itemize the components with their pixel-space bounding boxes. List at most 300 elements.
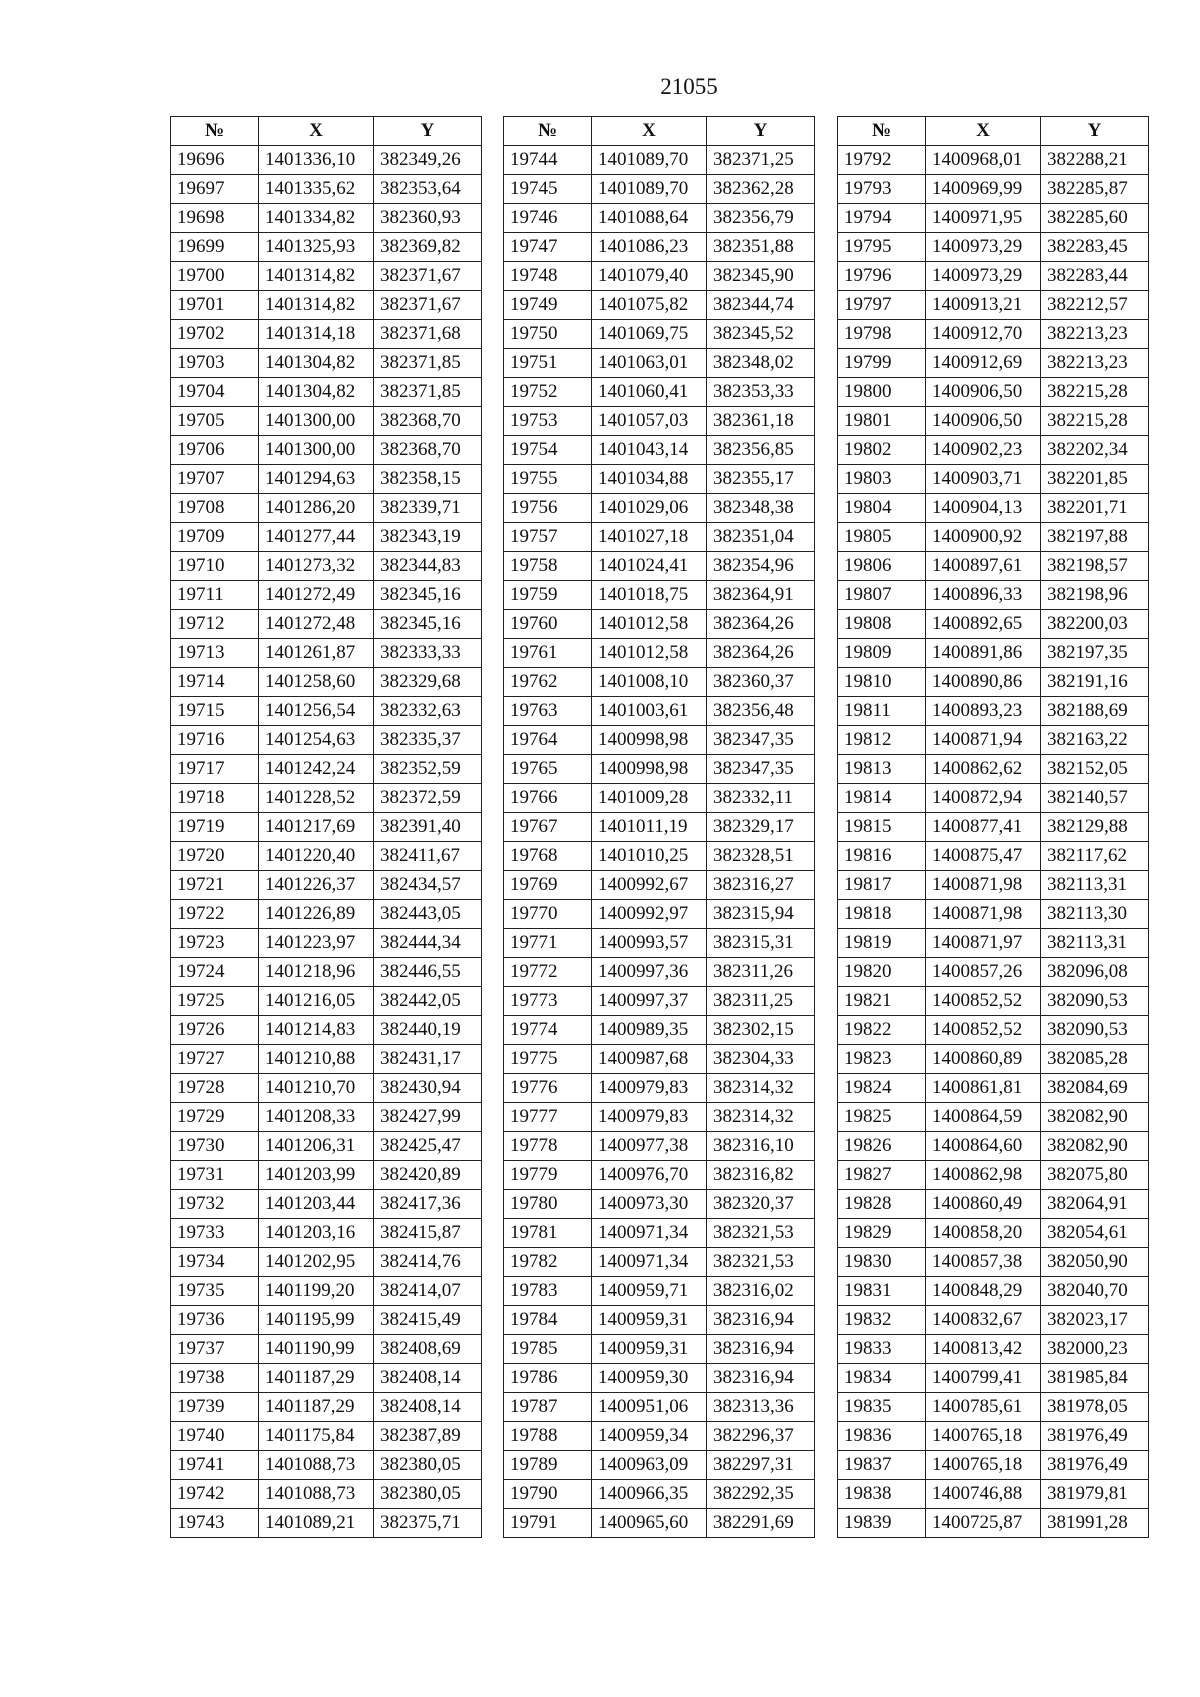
x-coordinate-cell: 1400832,67 <box>926 1306 1041 1335</box>
point-number-cell: 19799 <box>838 349 926 378</box>
x-coordinate-cell: 1401190,99 <box>259 1335 374 1364</box>
table-row <box>838 175 1149 204</box>
x-coordinate-cell: 1400785,61 <box>926 1393 1041 1422</box>
y-coordinate-cell: 382197,35 <box>1041 639 1149 668</box>
point-number-cell: 19739 <box>171 1393 259 1422</box>
point-number-cell: 19701 <box>171 291 259 320</box>
table-row <box>504 1161 815 1190</box>
point-number-cell: 19772 <box>504 958 592 987</box>
point-number-cell: 19760 <box>504 610 592 639</box>
y-coordinate-cell: 382090,53 <box>1041 1016 1149 1045</box>
coordinates-table-3 <box>837 116 1149 1538</box>
table-row <box>171 262 482 291</box>
point-number-cell: 19800 <box>838 378 926 407</box>
point-number-cell: 19828 <box>838 1190 926 1219</box>
x-coordinate-cell: 1400765,18 <box>926 1451 1041 1480</box>
table-row <box>171 378 482 407</box>
y-coordinate-cell: 382152,05 <box>1041 755 1149 784</box>
point-number-cell: 19777 <box>504 1103 592 1132</box>
table-row <box>171 784 482 813</box>
y-coordinate-cell: 382444,34 <box>374 929 482 958</box>
y-coordinate-cell: 382082,90 <box>1041 1103 1149 1132</box>
y-coordinate-cell: 382360,37 <box>707 668 815 697</box>
header-y: Y <box>707 117 815 146</box>
y-coordinate-cell: 382213,23 <box>1041 349 1149 378</box>
y-coordinate-cell: 382348,38 <box>707 494 815 523</box>
table-row <box>171 697 482 726</box>
y-coordinate-cell: 382345,16 <box>374 610 482 639</box>
x-coordinate-cell: 1400959,30 <box>592 1364 707 1393</box>
point-number-cell: 19782 <box>504 1248 592 1277</box>
point-number-cell: 19825 <box>838 1103 926 1132</box>
table-row <box>171 1306 482 1335</box>
y-coordinate-cell: 382369,82 <box>374 233 482 262</box>
y-coordinate-cell: 382197,88 <box>1041 523 1149 552</box>
table-row <box>171 204 482 233</box>
y-coordinate-cell: 382321,53 <box>707 1248 815 1277</box>
table-row <box>504 552 815 581</box>
point-number-cell: 19796 <box>838 262 926 291</box>
point-number-cell: 19725 <box>171 987 259 1016</box>
table-row <box>838 1393 1149 1422</box>
table-row <box>171 320 482 349</box>
y-coordinate-cell: 382375,71 <box>374 1509 482 1538</box>
point-number-cell: 19745 <box>504 175 592 204</box>
y-coordinate-cell: 381979,81 <box>1041 1480 1149 1509</box>
point-number-cell: 19823 <box>838 1045 926 1074</box>
table-row <box>171 1335 482 1364</box>
point-number-cell: 19792 <box>838 146 926 175</box>
y-coordinate-cell: 382215,28 <box>1041 407 1149 436</box>
x-coordinate-cell: 1400977,38 <box>592 1132 707 1161</box>
point-number-cell: 19732 <box>171 1190 259 1219</box>
table-row <box>171 1422 482 1451</box>
x-coordinate-cell: 1400897,61 <box>926 552 1041 581</box>
point-number-cell: 19703 <box>171 349 259 378</box>
y-coordinate-cell: 382085,28 <box>1041 1045 1149 1074</box>
y-coordinate-cell: 382302,15 <box>707 1016 815 1045</box>
point-number-cell: 19789 <box>504 1451 592 1480</box>
x-coordinate-cell: 1401012,58 <box>592 610 707 639</box>
y-coordinate-cell: 382202,34 <box>1041 436 1149 465</box>
x-coordinate-cell: 1400993,57 <box>592 929 707 958</box>
y-coordinate-cell: 382292,35 <box>707 1480 815 1509</box>
y-coordinate-cell: 382348,02 <box>707 349 815 378</box>
point-number-cell: 19830 <box>838 1248 926 1277</box>
y-coordinate-cell: 382285,60 <box>1041 204 1149 233</box>
x-coordinate-cell: 1400858,20 <box>926 1219 1041 1248</box>
table-row <box>838 813 1149 842</box>
table-row <box>838 697 1149 726</box>
table-row <box>838 494 1149 523</box>
x-coordinate-cell: 1400891,86 <box>926 639 1041 668</box>
y-coordinate-cell: 381991,28 <box>1041 1509 1149 1538</box>
point-number-cell: 19719 <box>171 813 259 842</box>
y-coordinate-cell: 382050,90 <box>1041 1248 1149 1277</box>
table-row <box>504 407 815 436</box>
table-row <box>504 465 815 494</box>
y-coordinate-cell: 382349,26 <box>374 146 482 175</box>
table-row <box>171 1190 482 1219</box>
table-row <box>504 581 815 610</box>
y-coordinate-cell: 382344,83 <box>374 552 482 581</box>
y-coordinate-cell: 382113,30 <box>1041 900 1149 929</box>
y-coordinate-cell: 382427,99 <box>374 1103 482 1132</box>
x-coordinate-cell: 1400963,09 <box>592 1451 707 1480</box>
table-row <box>838 262 1149 291</box>
x-coordinate-cell: 1401175,84 <box>259 1422 374 1451</box>
y-coordinate-cell: 382313,36 <box>707 1393 815 1422</box>
point-number-cell: 19726 <box>171 1016 259 1045</box>
y-coordinate-cell: 382329,68 <box>374 668 482 697</box>
y-coordinate-cell: 382316,94 <box>707 1306 815 1335</box>
table-row <box>171 465 482 494</box>
x-coordinate-cell: 1400896,33 <box>926 581 1041 610</box>
table-row <box>838 204 1149 233</box>
table-row <box>504 1132 815 1161</box>
y-coordinate-cell: 382075,80 <box>1041 1161 1149 1190</box>
y-coordinate-cell: 382082,90 <box>1041 1132 1149 1161</box>
point-number-cell: 19838 <box>838 1480 926 1509</box>
x-coordinate-cell: 1401216,05 <box>259 987 374 1016</box>
table-row <box>504 523 815 552</box>
point-number-cell: 19795 <box>838 233 926 262</box>
x-coordinate-cell: 1401187,29 <box>259 1393 374 1422</box>
x-coordinate-cell: 1400959,71 <box>592 1277 707 1306</box>
table-row <box>171 958 482 987</box>
point-number-cell: 19831 <box>838 1277 926 1306</box>
x-coordinate-cell: 1400965,60 <box>592 1509 707 1538</box>
table-row <box>838 1219 1149 1248</box>
point-number-cell: 19776 <box>504 1074 592 1103</box>
point-number-cell: 19704 <box>171 378 259 407</box>
table-row <box>838 1161 1149 1190</box>
y-coordinate-cell: 382215,28 <box>1041 378 1149 407</box>
point-number-cell: 19775 <box>504 1045 592 1074</box>
point-number-cell: 19791 <box>504 1509 592 1538</box>
table-row <box>171 1451 482 1480</box>
table-row <box>838 581 1149 610</box>
x-coordinate-cell: 1401254,63 <box>259 726 374 755</box>
point-number-cell: 19727 <box>171 1045 259 1074</box>
page-number: 21055 <box>660 74 718 99</box>
point-number-cell: 19767 <box>504 813 592 842</box>
y-coordinate-cell: 382353,33 <box>707 378 815 407</box>
table-header-row <box>504 117 815 146</box>
y-coordinate-cell: 382353,64 <box>374 175 482 204</box>
table-row <box>838 523 1149 552</box>
point-number-cell: 19696 <box>171 146 259 175</box>
x-coordinate-cell: 1400904,13 <box>926 494 1041 523</box>
table-row <box>171 1016 482 1045</box>
table-row <box>171 581 482 610</box>
y-coordinate-cell: 382212,57 <box>1041 291 1149 320</box>
x-coordinate-cell: 1401187,29 <box>259 1364 374 1393</box>
table-row <box>171 1393 482 1422</box>
y-coordinate-cell: 382354,96 <box>707 552 815 581</box>
point-number-cell: 19783 <box>504 1277 592 1306</box>
y-coordinate-cell: 382417,36 <box>374 1190 482 1219</box>
x-coordinate-cell: 1400992,97 <box>592 900 707 929</box>
table-row <box>504 639 815 668</box>
x-coordinate-cell: 1401228,52 <box>259 784 374 813</box>
point-number-cell: 19805 <box>838 523 926 552</box>
y-coordinate-cell: 382440,19 <box>374 1016 482 1045</box>
x-coordinate-cell: 1400852,52 <box>926 1016 1041 1045</box>
point-number-cell: 19807 <box>838 581 926 610</box>
table-row <box>171 1248 482 1277</box>
x-coordinate-cell: 1400903,71 <box>926 465 1041 494</box>
point-number-cell: 19809 <box>838 639 926 668</box>
x-coordinate-cell: 1400913,21 <box>926 291 1041 320</box>
header-x: X <box>592 117 707 146</box>
y-coordinate-cell: 382368,70 <box>374 436 482 465</box>
y-coordinate-cell: 382283,44 <box>1041 262 1149 291</box>
x-coordinate-cell: 1401202,95 <box>259 1248 374 1277</box>
point-number-cell: 19833 <box>838 1335 926 1364</box>
x-coordinate-cell: 1400959,31 <box>592 1306 707 1335</box>
header-number: № <box>171 117 259 146</box>
point-number-cell: 19758 <box>504 552 592 581</box>
table-row <box>838 1016 1149 1045</box>
table-row <box>504 842 815 871</box>
x-coordinate-cell: 1400862,98 <box>926 1161 1041 1190</box>
x-coordinate-cell: 1400900,92 <box>926 523 1041 552</box>
point-number-cell: 19793 <box>838 175 926 204</box>
y-coordinate-cell: 382446,55 <box>374 958 482 987</box>
y-coordinate-cell: 382371,85 <box>374 349 482 378</box>
y-coordinate-cell: 381985,84 <box>1041 1364 1149 1393</box>
point-number-cell: 19766 <box>504 784 592 813</box>
table-row <box>171 929 482 958</box>
y-coordinate-cell: 382316,94 <box>707 1335 815 1364</box>
table-row <box>504 1509 815 1538</box>
table-row <box>171 1277 482 1306</box>
y-coordinate-cell: 382332,11 <box>707 784 815 813</box>
y-coordinate-cell: 382297,31 <box>707 1451 815 1480</box>
x-coordinate-cell: 1401208,33 <box>259 1103 374 1132</box>
x-coordinate-cell: 1400969,99 <box>926 175 1041 204</box>
table-row <box>171 233 482 262</box>
table-row <box>171 1103 482 1132</box>
point-number-cell: 19757 <box>504 523 592 552</box>
point-number-cell: 19697 <box>171 175 259 204</box>
y-coordinate-cell: 382315,31 <box>707 929 815 958</box>
x-coordinate-cell: 1400861,81 <box>926 1074 1041 1103</box>
y-coordinate-cell: 382332,63 <box>374 697 482 726</box>
x-coordinate-cell: 1400912,70 <box>926 320 1041 349</box>
point-number-cell: 19815 <box>838 813 926 842</box>
y-coordinate-cell: 382408,14 <box>374 1393 482 1422</box>
x-coordinate-cell: 1401195,99 <box>259 1306 374 1335</box>
table-row <box>504 1364 815 1393</box>
y-coordinate-cell: 382040,70 <box>1041 1277 1149 1306</box>
x-coordinate-cell: 1401018,75 <box>592 581 707 610</box>
point-number-cell: 19728 <box>171 1074 259 1103</box>
y-coordinate-cell: 382054,61 <box>1041 1219 1149 1248</box>
x-coordinate-cell: 1401273,32 <box>259 552 374 581</box>
y-coordinate-cell: 382163,22 <box>1041 726 1149 755</box>
point-number-cell: 19778 <box>504 1132 592 1161</box>
point-number-cell: 19733 <box>171 1219 259 1248</box>
x-coordinate-cell: 1401003,61 <box>592 697 707 726</box>
point-number-cell: 19743 <box>171 1509 259 1538</box>
x-coordinate-cell: 1401218,96 <box>259 958 374 987</box>
point-number-cell: 19780 <box>504 1190 592 1219</box>
x-coordinate-cell: 1400912,69 <box>926 349 1041 378</box>
table-row <box>838 1074 1149 1103</box>
table-row <box>838 755 1149 784</box>
point-number-cell: 19803 <box>838 465 926 494</box>
x-coordinate-cell: 1401029,06 <box>592 494 707 523</box>
point-number-cell: 19738 <box>171 1364 259 1393</box>
point-number-cell: 19742 <box>171 1480 259 1509</box>
y-coordinate-cell: 382335,37 <box>374 726 482 755</box>
x-coordinate-cell: 1400871,98 <box>926 871 1041 900</box>
table-row <box>838 349 1149 378</box>
point-number-cell: 19718 <box>171 784 259 813</box>
y-coordinate-cell: 382343,19 <box>374 523 482 552</box>
x-coordinate-cell: 1400864,59 <box>926 1103 1041 1132</box>
table-row <box>838 320 1149 349</box>
x-coordinate-cell: 1401009,28 <box>592 784 707 813</box>
y-coordinate-cell: 382316,10 <box>707 1132 815 1161</box>
table-row <box>504 1190 815 1219</box>
point-number-cell: 19771 <box>504 929 592 958</box>
x-coordinate-cell: 1400979,83 <box>592 1074 707 1103</box>
point-number-cell: 19756 <box>504 494 592 523</box>
point-number-cell: 19814 <box>838 784 926 813</box>
point-number-cell: 19754 <box>504 436 592 465</box>
x-coordinate-cell: 1400959,31 <box>592 1335 707 1364</box>
point-number-cell: 19813 <box>838 755 926 784</box>
point-number-cell: 19774 <box>504 1016 592 1045</box>
point-number-cell: 19722 <box>171 900 259 929</box>
point-number-cell: 19801 <box>838 407 926 436</box>
y-coordinate-cell: 382000,23 <box>1041 1335 1149 1364</box>
x-coordinate-cell: 1401027,18 <box>592 523 707 552</box>
y-coordinate-cell: 382380,05 <box>374 1451 482 1480</box>
point-number-cell: 19819 <box>838 929 926 958</box>
table-row <box>838 1132 1149 1161</box>
table-row <box>838 1422 1149 1451</box>
x-coordinate-cell: 1400864,60 <box>926 1132 1041 1161</box>
table-row <box>838 900 1149 929</box>
table-row <box>504 1393 815 1422</box>
x-coordinate-cell: 1401304,82 <box>259 378 374 407</box>
x-coordinate-cell: 1401060,41 <box>592 378 707 407</box>
table-row <box>504 1277 815 1306</box>
point-number-cell: 19729 <box>171 1103 259 1132</box>
x-coordinate-cell: 1400860,89 <box>926 1045 1041 1074</box>
y-coordinate-cell: 382345,90 <box>707 262 815 291</box>
point-number-cell: 19712 <box>171 610 259 639</box>
x-coordinate-cell: 1401203,16 <box>259 1219 374 1248</box>
point-number-cell: 19836 <box>838 1422 926 1451</box>
table-row <box>838 784 1149 813</box>
table-row <box>504 349 815 378</box>
table-row <box>504 146 815 175</box>
point-number-cell: 19706 <box>171 436 259 465</box>
table-row <box>504 755 815 784</box>
point-number-cell: 19773 <box>504 987 592 1016</box>
y-coordinate-cell: 382191,16 <box>1041 668 1149 697</box>
table-row <box>838 146 1149 175</box>
x-coordinate-cell: 1401300,00 <box>259 436 374 465</box>
x-coordinate-cell: 1400973,30 <box>592 1190 707 1219</box>
point-number-cell: 19806 <box>838 552 926 581</box>
table-row <box>504 958 815 987</box>
y-coordinate-cell: 382415,49 <box>374 1306 482 1335</box>
y-coordinate-cell: 382321,53 <box>707 1219 815 1248</box>
point-number-cell: 19822 <box>838 1016 926 1045</box>
point-number-cell: 19827 <box>838 1161 926 1190</box>
table-row <box>171 349 482 378</box>
x-coordinate-cell: 1401079,40 <box>592 262 707 291</box>
point-number-cell: 19786 <box>504 1364 592 1393</box>
y-coordinate-cell: 382064,91 <box>1041 1190 1149 1219</box>
point-number-cell: 19708 <box>171 494 259 523</box>
x-coordinate-cell: 1400848,29 <box>926 1277 1041 1306</box>
table-row <box>504 1480 815 1509</box>
y-coordinate-cell: 382355,17 <box>707 465 815 494</box>
table-row <box>171 523 482 552</box>
table-row <box>838 639 1149 668</box>
table-row <box>838 1248 1149 1277</box>
x-coordinate-cell: 1401069,75 <box>592 320 707 349</box>
point-number-cell: 19716 <box>171 726 259 755</box>
table-row <box>838 233 1149 262</box>
table-row <box>838 407 1149 436</box>
y-coordinate-cell: 382371,85 <box>374 378 482 407</box>
y-coordinate-cell: 382371,67 <box>374 262 482 291</box>
table-row <box>838 1306 1149 1335</box>
table-row <box>504 871 815 900</box>
table-row <box>171 494 482 523</box>
point-number-cell: 19824 <box>838 1074 926 1103</box>
table-row <box>504 1451 815 1480</box>
x-coordinate-cell: 1401010,25 <box>592 842 707 871</box>
x-coordinate-cell: 1400998,98 <box>592 726 707 755</box>
x-coordinate-cell: 1400872,94 <box>926 784 1041 813</box>
y-coordinate-cell: 382333,33 <box>374 639 482 668</box>
table-row <box>504 1074 815 1103</box>
x-coordinate-cell: 1400951,06 <box>592 1393 707 1422</box>
x-coordinate-cell: 1400890,86 <box>926 668 1041 697</box>
y-coordinate-cell: 382411,67 <box>374 842 482 871</box>
x-coordinate-cell: 1401075,82 <box>592 291 707 320</box>
x-coordinate-cell: 1401199,20 <box>259 1277 374 1306</box>
y-coordinate-cell: 382368,70 <box>374 407 482 436</box>
table-row <box>838 958 1149 987</box>
x-coordinate-cell: 1401008,10 <box>592 668 707 697</box>
table-row <box>171 1480 482 1509</box>
table-row <box>504 436 815 465</box>
table-row <box>838 1190 1149 1219</box>
y-coordinate-cell: 382304,33 <box>707 1045 815 1074</box>
point-number-cell: 19788 <box>504 1422 592 1451</box>
table-row <box>171 610 482 639</box>
table-row <box>504 291 815 320</box>
y-coordinate-cell: 382344,74 <box>707 291 815 320</box>
point-number-cell: 19810 <box>838 668 926 697</box>
y-coordinate-cell: 381976,49 <box>1041 1451 1149 1480</box>
x-coordinate-cell: 1400857,26 <box>926 958 1041 987</box>
table-row <box>504 726 815 755</box>
point-number-cell: 19821 <box>838 987 926 1016</box>
y-coordinate-cell: 382129,88 <box>1041 813 1149 842</box>
x-coordinate-cell: 1400871,94 <box>926 726 1041 755</box>
